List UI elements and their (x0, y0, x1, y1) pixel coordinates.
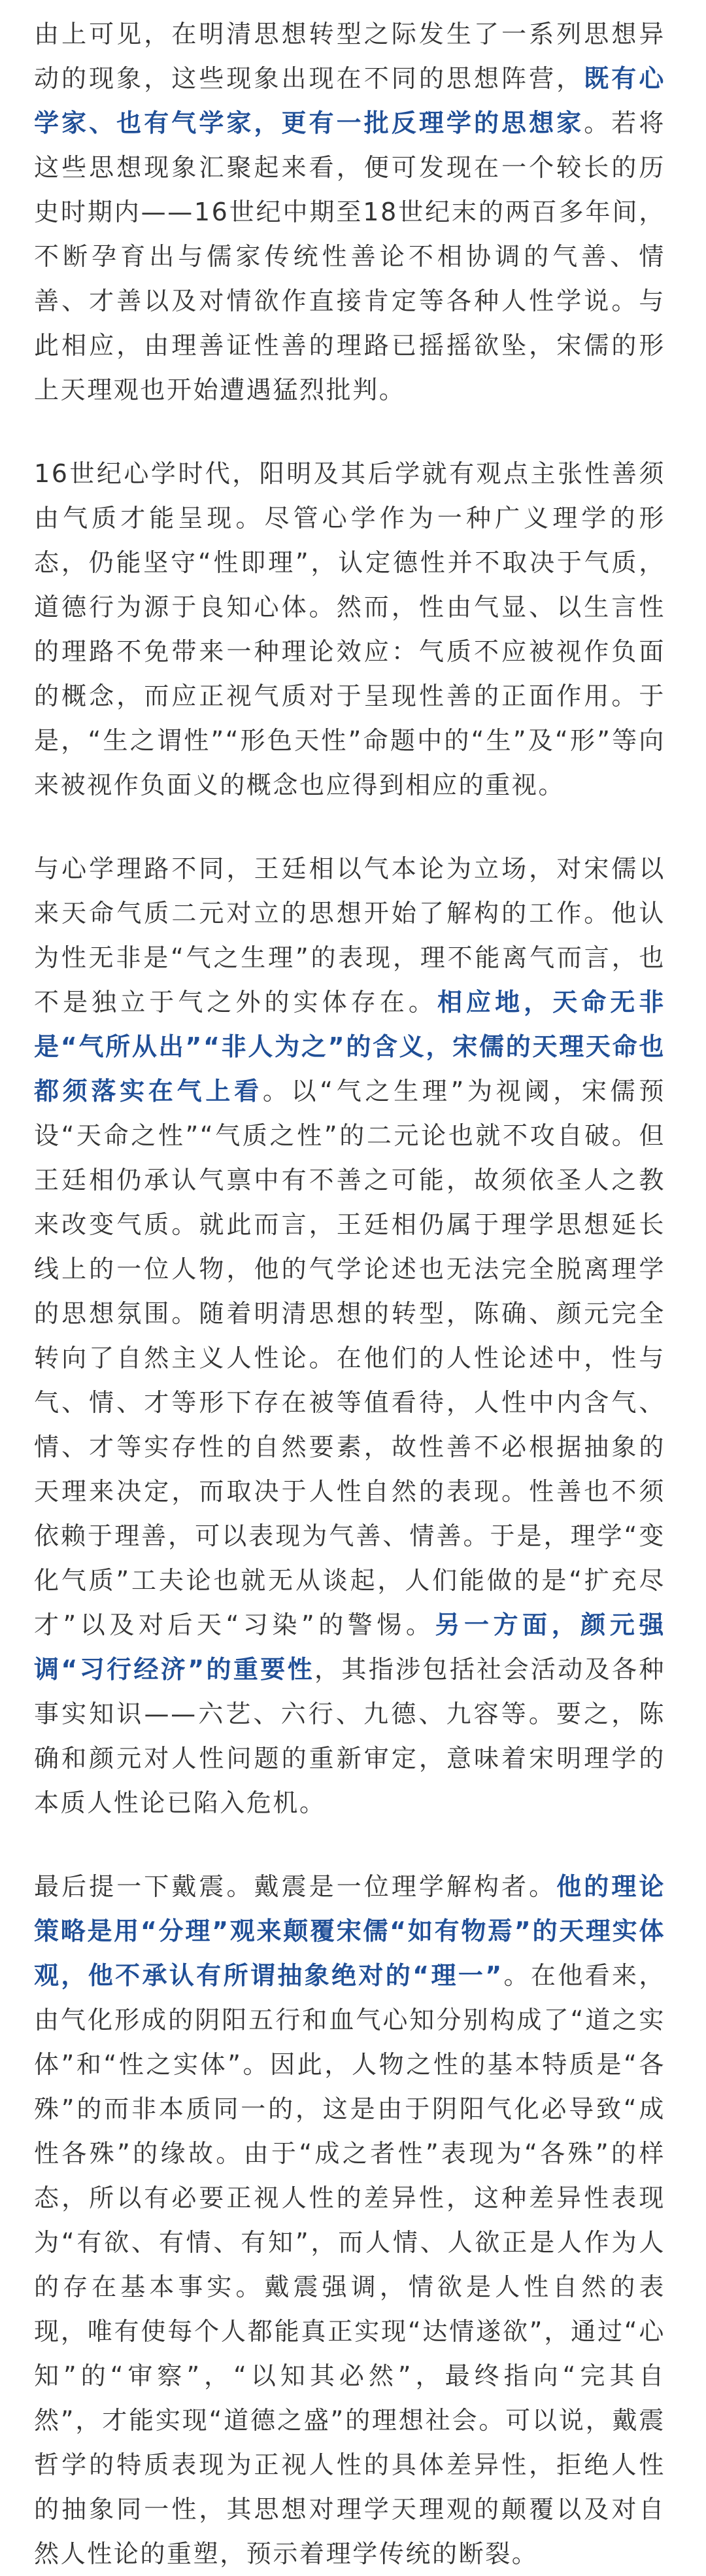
paragraph-2-text-1: 16世纪心学时代，阳明及其后学就有观点主张性善须由气质才能呈现。尽管心学作为一种广义理学的形态，仍能坚守“性即理”，认定德性并不取决于气质，道德行为源于良知心体。然而，性由气显、以生言性的理路不免带来一种理论效应：气质不应被视作负面的概念，而应正视气质对于呈现性善的正面作用。于是，“生之谓性”“形色天性”命题中的“生”及“形”等向来被视作负面义的概念也应得到相应的重视。 (34, 459, 665, 799)
paragraph-3-highlight-1: 相应地，天命无非是“气所从出”“非人为之”的含义，宋儒的天理天命也都须落实在气上看 (34, 988, 665, 1105)
paragraph-4-text-1: 最后提一下戴震。戴震是一位理学解构者。 (34, 1872, 557, 1901)
paragraph-1-highlight-1: 既有心学家、也有气学家，更有一批反理学的思想家 (34, 64, 665, 137)
paragraph-4 (34, 1864, 665, 2576)
paragraph-1-text-2: 。若将这些思想现象汇聚起来看，便可发现在一个较长的历史时期内——16世纪中期至18世纪末的两百多年间，不断孕育出与儒家传统性善论不相协调的气善、情善、才善以及对情欲作直接肯定等各种人性学说。与此相应，由理善证性善的理路已摇摇欲坠，宋儒的形上天理观也开始遭遇猛烈批判。 (34, 109, 665, 404)
paragraph-3-highlight-2: 另一方面，颜元强调“习行经济”的重要性 (34, 1610, 665, 1684)
paragraph-4-highlight-1: 他的理论策略是用“分理”观来颠覆宋儒“如有物焉”的天理实体观，他不承认有所谓抽象绝对的“理一” (34, 1872, 665, 1990)
paragraph-3 (34, 846, 665, 1825)
paragraph-4-text-2: 。在他看来，由气化形成的阴阳五行和血气心知分别构成了“道之实体”和“性之实体”。因此，人物之性的基本特质是“各殊”的而非本质同一的，这是由于阴阳气化必导致“成性各殊”的缘故。由于“成之者性”表现为“各殊”的样态，所以有必要正视人性的差异性，这种差异性表现为“有欲、有情、有知”，而人情、人欲正是人作为人的存在基本事实。戴震强调，情欲是人性自然的表现，唯有使每个人都能真正实现“达情遂欲”，通过“心知”的“审察”，“以知其必然”，最终指向“完其自然”，才能实现“道德之盛”的理想社会。可以说，戴震哲学的特质表现为正视人性的具体差异性，拒绝人性的抽象同一性，其思想对理学天理观的颠覆以及对自然人性论的重塑，预示着理学传统的断裂。 (34, 1961, 665, 2568)
paragraph-3-text-1: 与心学理路不同，王廷相以气本论为立场，对宋儒以来天命气质二元对立的思想开始了解构的工作。他认为性无非是“气之生理”的表现，理不能离气而言，也不是独立于气之外的实体存在。 (34, 854, 665, 1017)
paragraph-1 (34, 12, 665, 412)
paragraph-3-text-2: 。以“气之生理”为视阈，宋儒预设“天命之性”“气质之性”的二元论也就不攻自破。但王廷相仍承认气禀中有不善之可能，故须依圣人之教来改变气质。就此而言，王廷相仍属于理学思想延长线上的一位人物，他的气学论述也无法完全脱离理学的思想氛围。随着明清思想的转型，陈确、颜元完全转向了自然主义人性论。在他们的人性论述中，性与气、情、才等形下存在被等值看待，人性中内含气、情、才等实存性的自然要素，故性善不必根据抽象的天理来决定，而取决于人性自然的表现。性善也不须依赖于理善，可以表现为气善、情善。于是，理学“变化气质”工夫论也就无从谈起，人们能做的是“扩充尽才”以及对后天“习染”的警惕。 (34, 1077, 665, 1639)
paragraph-3-text-3: ，其指涉包括社会活动及各种事实知识——六艺、六行、九德、九容等。要之，陈确和颜元对人性问题的重新审定，意味着宋明理学的本质人性论已陷入危机。 (34, 1655, 665, 1817)
paragraph-2 (34, 451, 665, 807)
paragraph-1-text-1: 由上可见，在明清思想转型之际发生了一系列思想异动的现象，这些现象出现在不同的思想阵营， (34, 20, 665, 93)
